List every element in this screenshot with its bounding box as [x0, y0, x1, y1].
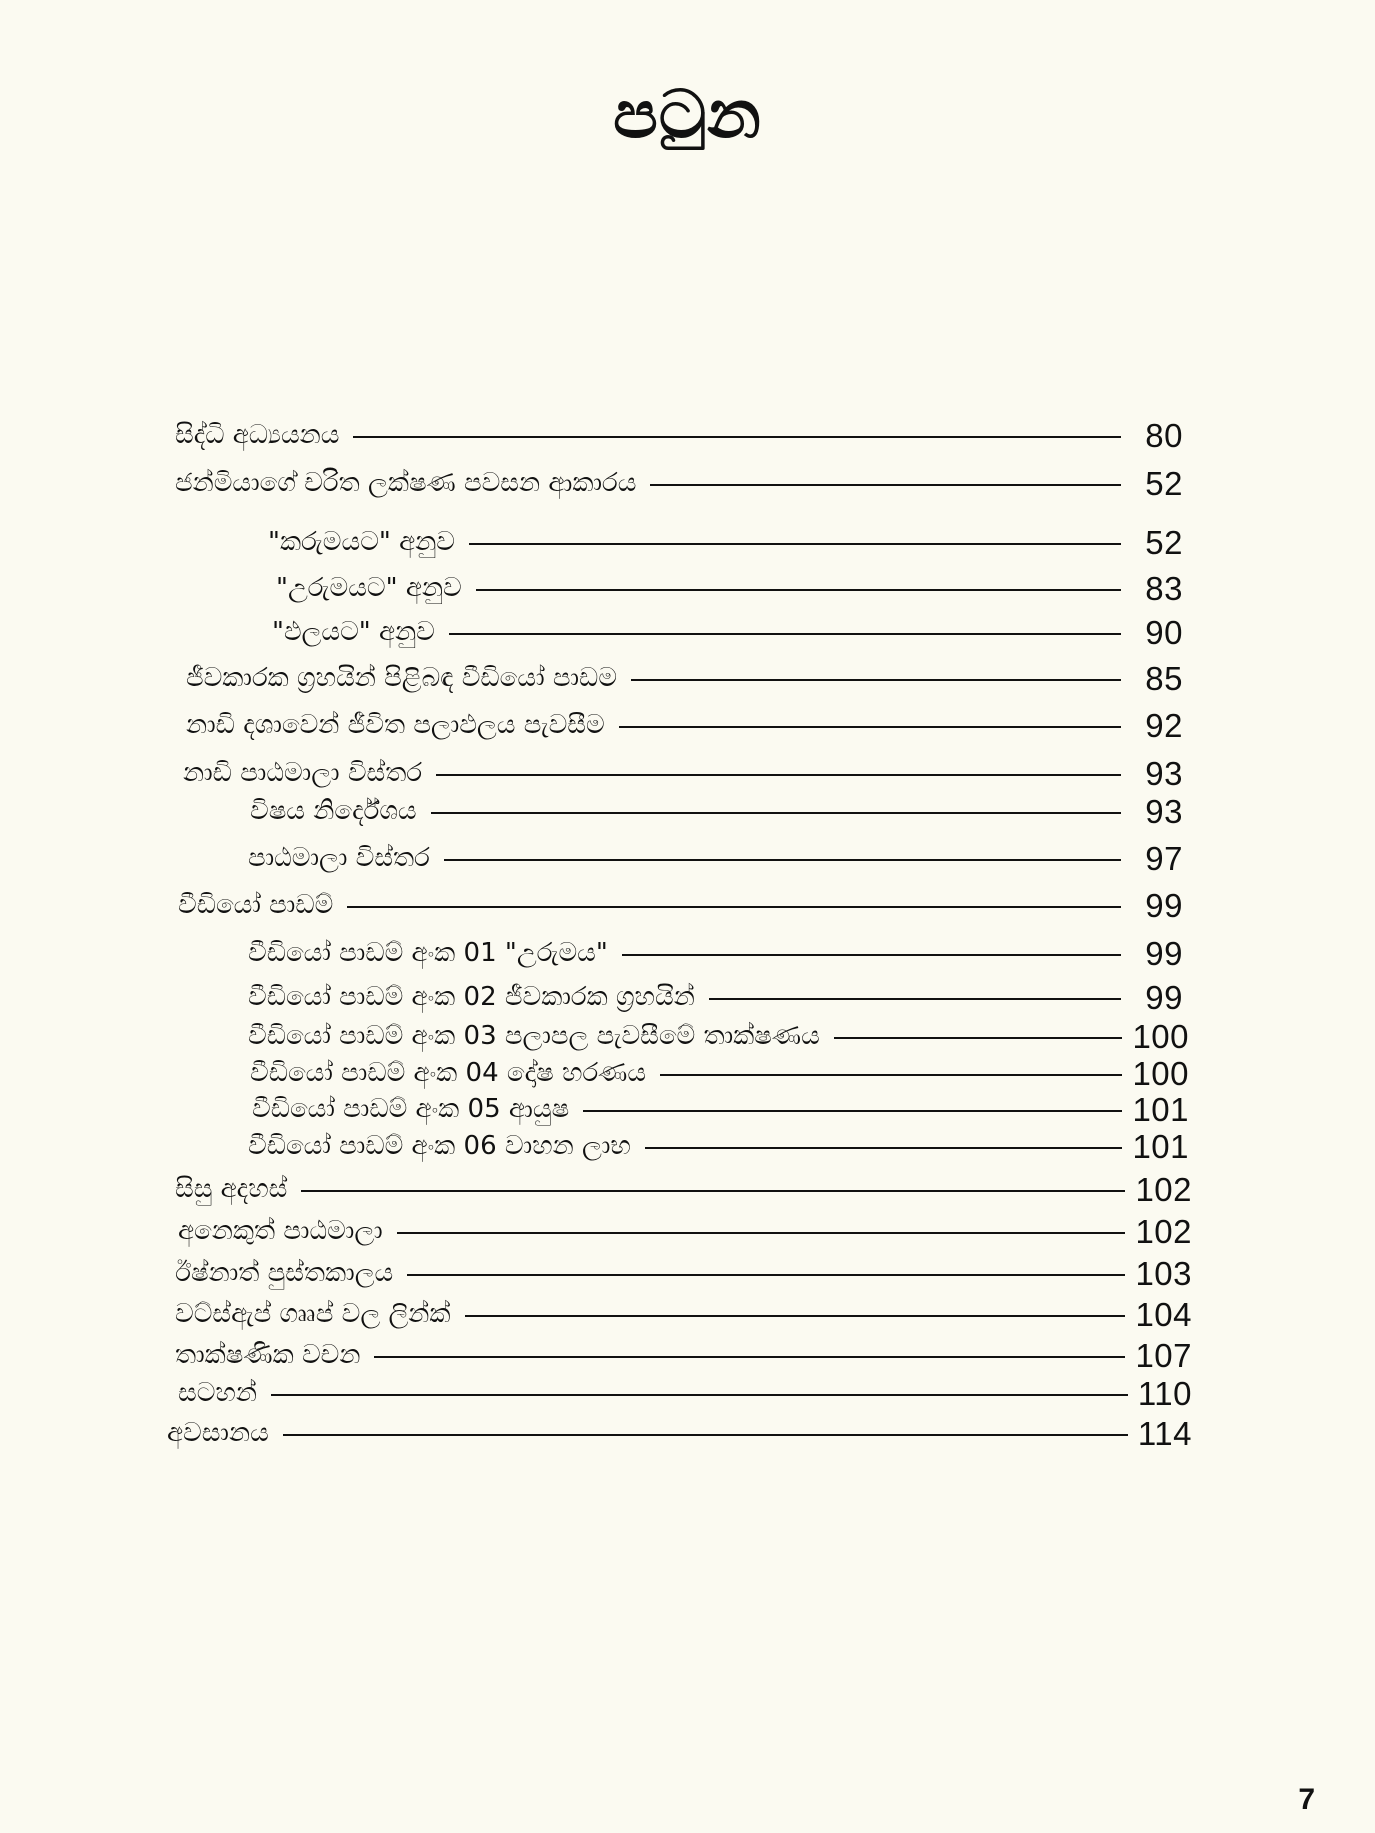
toc-entry	[175, 415, 1183, 455]
toc-entry	[248, 977, 1183, 1017]
toc-entry	[248, 838, 1183, 878]
toc-entry	[276, 568, 1183, 608]
toc-entry-page: 102	[1135, 1212, 1192, 1250]
toc-entry	[186, 658, 1183, 698]
toc-entry-page: 102	[1135, 1170, 1192, 1208]
toc-entry-page: 90	[1145, 613, 1183, 651]
toc-entry	[175, 463, 1183, 503]
toc-entry-label: සටහන්	[178, 1378, 257, 1408]
toc-leader-line	[397, 1232, 1126, 1234]
toc-leader-line	[660, 1074, 1122, 1076]
toc-entry-page: 99	[1145, 934, 1183, 972]
toc-entry-page: 101	[1132, 1090, 1189, 1128]
toc-leader-line	[631, 679, 1121, 681]
toc-leader-line	[347, 906, 1121, 908]
toc-entry-label: වීඩියෝ පාඩම් අංක 06 වාහන ලාභ	[248, 1131, 631, 1161]
toc-entry-label: වීඩියෝ පාඩම් අංක 05 ආයුෂ	[252, 1094, 570, 1124]
toc-entry-label: නාඩි පාඨමාලා විස්තර	[183, 758, 423, 788]
toc-entry-page: 92	[1145, 706, 1183, 744]
page-title: පටුන	[613, 76, 762, 153]
toc-leader-line	[449, 633, 1121, 635]
toc-entry-page: 103	[1135, 1254, 1192, 1292]
toc-entry-label: ඊෂ්නාත් පුස්තකාලය	[175, 1258, 394, 1288]
toc-entry-label: "උරුමයට" අනුව	[276, 573, 462, 603]
toc-entry-label: වීඩියෝ පාඩම් අංක 01 "උරුමය"	[248, 938, 608, 968]
toc-leader-line	[709, 998, 1121, 1000]
toc-entry-page: 83	[1145, 569, 1183, 607]
toc-entry-page: 110	[1137, 1374, 1192, 1412]
toc-entry-label: ජීවකාරක ග්‍රහයින් පිළිබඳ වීඩියෝ පාඩම	[186, 663, 618, 693]
page-number: 7	[1298, 1783, 1315, 1816]
toc-entry-label: සිද්ධි අධ්‍යයනය	[175, 420, 340, 450]
toc-entry	[178, 1373, 1192, 1413]
toc-entry-label: වීඩියෝ පාඩම් අංක 02 ජීවකාරක ග්‍රහයින්	[248, 982, 695, 1012]
toc-leader-line	[619, 726, 1121, 728]
toc-leader-line	[353, 436, 1121, 438]
toc-entry-page: 80	[1145, 416, 1183, 454]
toc-entry-label: අවසානය	[167, 1418, 269, 1448]
toc-entry-page: 99	[1145, 886, 1183, 924]
toc-entry-page: 100	[1132, 1017, 1189, 1055]
toc-entry-page: 100	[1132, 1054, 1189, 1092]
toc-entry	[175, 1169, 1192, 1209]
toc-leader-line	[583, 1110, 1122, 1112]
toc-entry	[272, 612, 1183, 652]
toc-entry-page: 99	[1145, 978, 1183, 1016]
toc-entry-page: 52	[1145, 523, 1183, 561]
toc-leader-line	[465, 1315, 1126, 1317]
toc-entry	[178, 1211, 1192, 1251]
toc-leader-line	[431, 812, 1121, 814]
toc-entry-page: 101	[1132, 1127, 1189, 1165]
toc-entry-page: 114	[1137, 1414, 1192, 1452]
toc-entry-label: වට්ස්ඇප් ගෲප් වල ලින්ක්	[175, 1299, 451, 1329]
toc-entry	[178, 885, 1183, 925]
toc-entry-label: වීඩියෝ පාඩම්	[178, 890, 334, 920]
toc-leader-line	[374, 1356, 1125, 1358]
toc-entry-page: 104	[1135, 1295, 1192, 1333]
toc-leader-line	[650, 484, 1121, 486]
toc-entry-label: වීඩියෝ පාඩම් අංක 03 පලාපල පැවසීමේ තාක්ෂණය	[248, 1021, 820, 1051]
toc-leader-line	[271, 1394, 1128, 1396]
toc-entry-label: "ඵලයට" අනුව	[272, 617, 435, 647]
toc-entry-page: 97	[1145, 839, 1183, 877]
toc-leader-line	[622, 954, 1121, 956]
toc-entry	[175, 1253, 1192, 1293]
toc-entry	[183, 753, 1183, 793]
toc-entry-page: 93	[1145, 754, 1183, 792]
toc-entry-label: අනෙකුත් පාඨමාලා	[178, 1216, 383, 1246]
toc-entry	[250, 791, 1183, 831]
toc-entry-page: 93	[1145, 792, 1183, 830]
toc-entry	[248, 1016, 1189, 1056]
toc-entry-label: ජන්මියාගේ චරිත ලක්ෂණ පවසන ආකාරය	[175, 468, 637, 498]
toc-entry	[252, 1089, 1189, 1129]
toc-entry	[167, 1413, 1192, 1453]
toc-entry-label: තාක්ෂණික වචන	[175, 1340, 361, 1370]
toc-entry-label: පාඨමාලා විස්තර	[248, 843, 430, 873]
toc-entry-label: විෂය නිර්දේශය	[250, 796, 417, 826]
toc-leader-line	[283, 1434, 1128, 1436]
toc-entry-label: සිසු අදහස්	[175, 1174, 288, 1204]
toc-entry	[268, 522, 1183, 562]
toc-entry	[248, 1126, 1189, 1166]
toc-leader-line	[469, 543, 1121, 545]
toc-entry-page: 85	[1145, 659, 1183, 697]
toc-leader-line	[645, 1147, 1123, 1149]
toc-entry-page: 52	[1145, 464, 1183, 502]
toc-entry	[175, 1294, 1192, 1334]
toc-entry	[250, 1053, 1189, 1093]
toc-leader-line	[301, 1190, 1125, 1192]
toc-entry	[248, 933, 1183, 973]
toc-entry-label: නාඩි දශාවෙන් ජීවිත පලාඵලය පැවසීම	[186, 710, 605, 740]
toc-leader-line	[436, 774, 1121, 776]
toc-leader-line	[407, 1274, 1125, 1276]
toc-entry-label: "කරුමයට" අනුව	[268, 527, 455, 557]
toc-leader-line	[834, 1037, 1123, 1039]
toc-leader-line	[444, 859, 1121, 861]
toc-entry-page: 107	[1135, 1336, 1192, 1374]
toc-entry	[186, 705, 1183, 745]
toc-entry	[175, 1335, 1192, 1375]
toc-leader-line	[476, 589, 1121, 591]
toc-entry-label: වීඩියෝ පාඩම් අංක 04 දෝෂ හරණය	[250, 1058, 647, 1088]
